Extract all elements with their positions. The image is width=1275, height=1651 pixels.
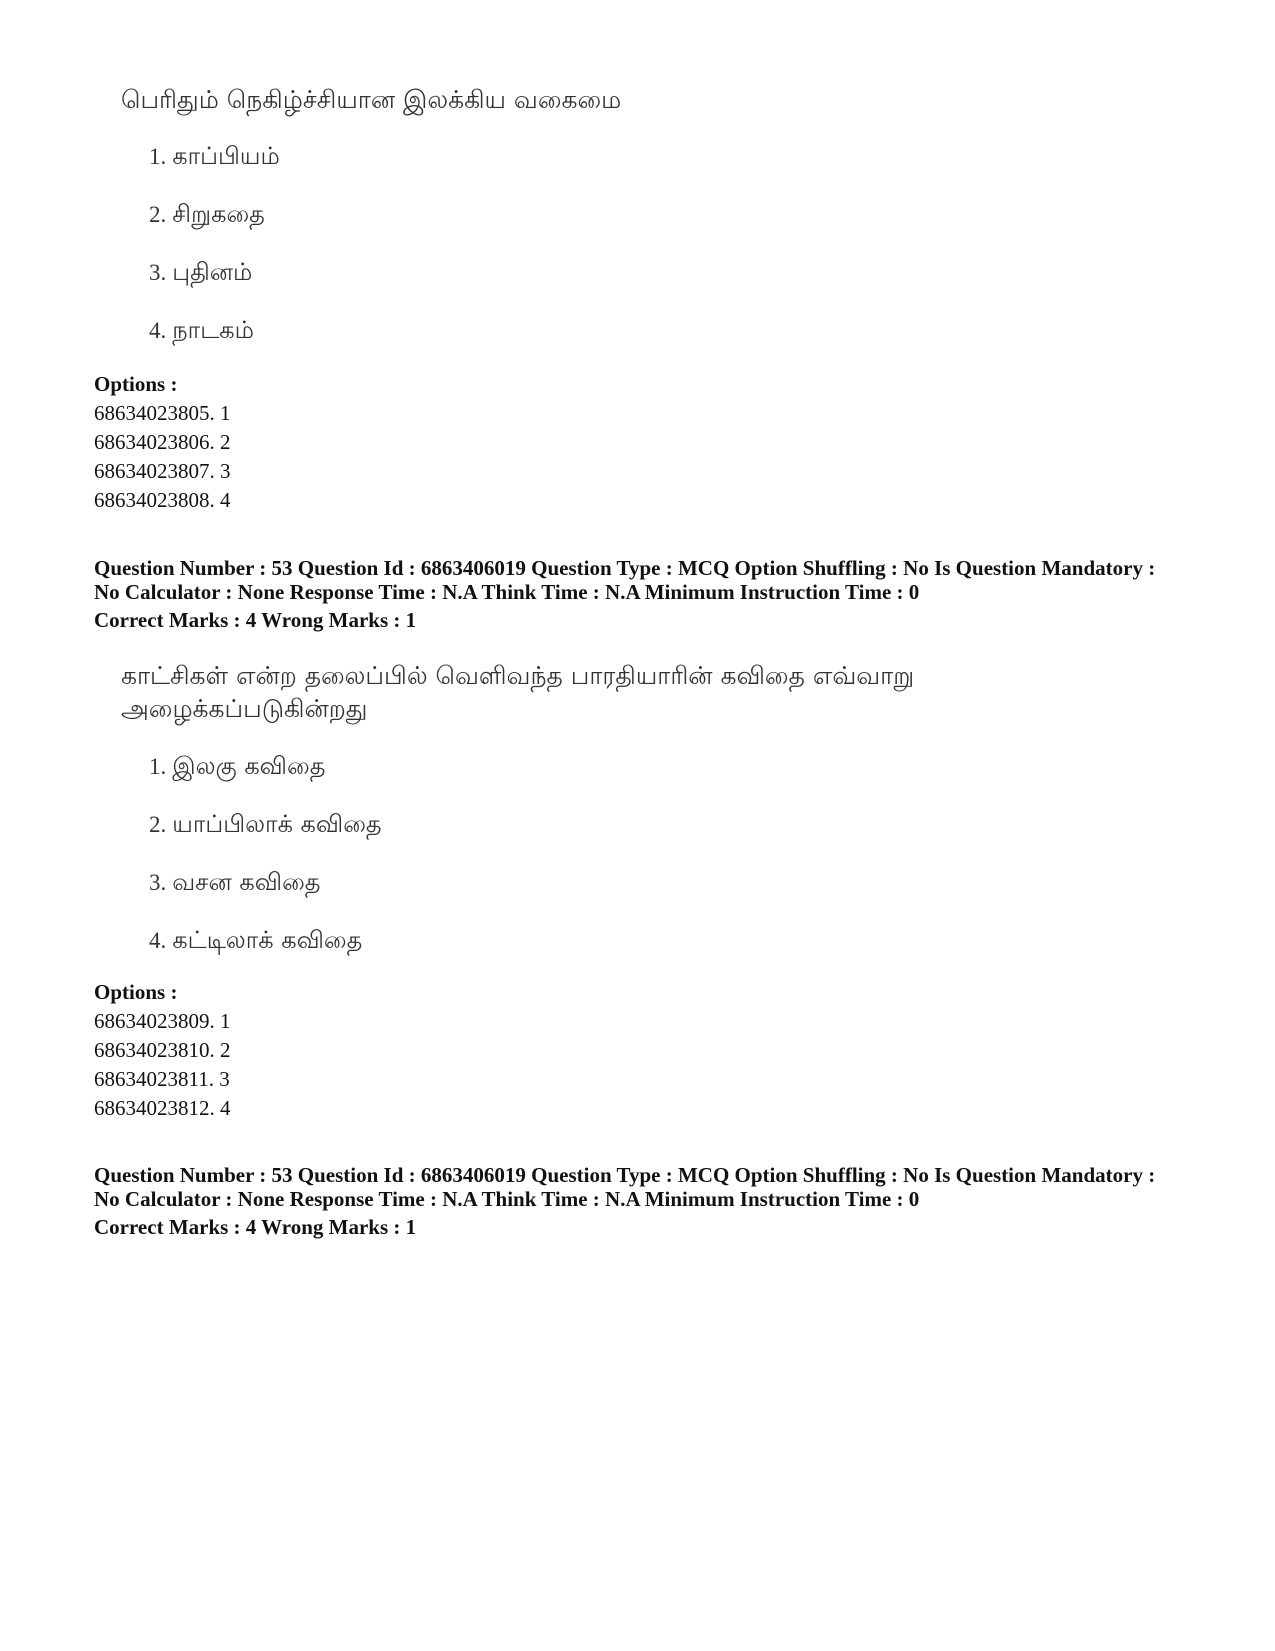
question-choice <box>149 141 280 172</box>
question-marks: Correct Marks : 4 Wrong Marks : 1 <box>94 1215 417 1239</box>
option-line: 68634023809. 1 <box>94 1009 231 1033</box>
question-choice <box>149 199 265 230</box>
question-stem-line: காட்சிகள் என்ற தலைப்பில் வெளிவந்த பாரதியாரின் கவிதை எவ்வாறு <box>121 661 915 690</box>
choice-number: 4. <box>149 928 167 953</box>
option-line: 68634023805. 1 <box>94 401 231 425</box>
question-choice <box>149 925 362 956</box>
option-line: 68634023811. 3 <box>94 1067 230 1091</box>
choice-number: 1. <box>149 144 167 169</box>
question-stem: பெரிதும் நெகிழ்ச்சியான இலக்கிய வகைமை <box>121 85 622 114</box>
question-choice <box>149 751 325 782</box>
question-choice <box>149 867 320 898</box>
question-meta-line: No Calculator : None Response Time : N.A Think Time : N.A Minimum Instruction Time : 0 <box>94 580 920 604</box>
option-line: 68634023812. 4 <box>94 1096 231 1120</box>
choice-text: கட்டிலாக் கவிதை <box>172 926 363 954</box>
choice-number: 1. <box>149 754 167 779</box>
choice-number: 3. <box>149 870 167 895</box>
choice-number: 4. <box>149 318 167 343</box>
choice-text: நாடகம் <box>172 316 254 344</box>
question-choice <box>149 257 252 288</box>
choice-text: சிறுகதை <box>172 200 265 228</box>
question-choice <box>149 809 382 840</box>
question-stem <box>121 659 1121 725</box>
options-title: Options : <box>94 980 178 1004</box>
option-line: 68634023806. 2 <box>94 430 231 454</box>
choice-text: காப்பியம் <box>172 142 280 170</box>
option-line: 68634023810. 2 <box>94 1038 231 1062</box>
choice-text: வசன கவிதை <box>172 868 321 896</box>
question-meta-line: Question Number : 53 Question Id : 6863406019 Question Type : MCQ Option Shuffling : No Is Question Mandatory : <box>94 556 1156 580</box>
question-meta <box>94 556 1254 604</box>
choice-text: யாப்பிலாக் கவிதை <box>172 810 382 838</box>
option-line: 68634023808. 4 <box>94 488 231 512</box>
choice-text: இலகு கவிதை <box>172 752 326 780</box>
option-line: 68634023807. 3 <box>94 459 231 483</box>
options-title: Options : <box>94 372 178 396</box>
question-marks: Correct Marks : 4 Wrong Marks : 1 <box>94 608 417 632</box>
choice-number: 3. <box>149 260 167 285</box>
question-stem-line: அழைக்கப்படுகின்றது <box>121 694 368 723</box>
choice-number: 2. <box>149 812 167 837</box>
question-choice <box>149 315 254 346</box>
question-meta <box>94 1163 1254 1211</box>
question-meta-line: No Calculator : None Response Time : N.A Think Time : N.A Minimum Instruction Time : 0 <box>94 1187 920 1211</box>
choice-text: புதினம் <box>172 258 253 286</box>
choice-number: 2. <box>149 202 167 227</box>
question-meta-line: Question Number : 53 Question Id : 6863406019 Question Type : MCQ Option Shuffling : No Is Question Mandatory : <box>94 1163 1156 1187</box>
